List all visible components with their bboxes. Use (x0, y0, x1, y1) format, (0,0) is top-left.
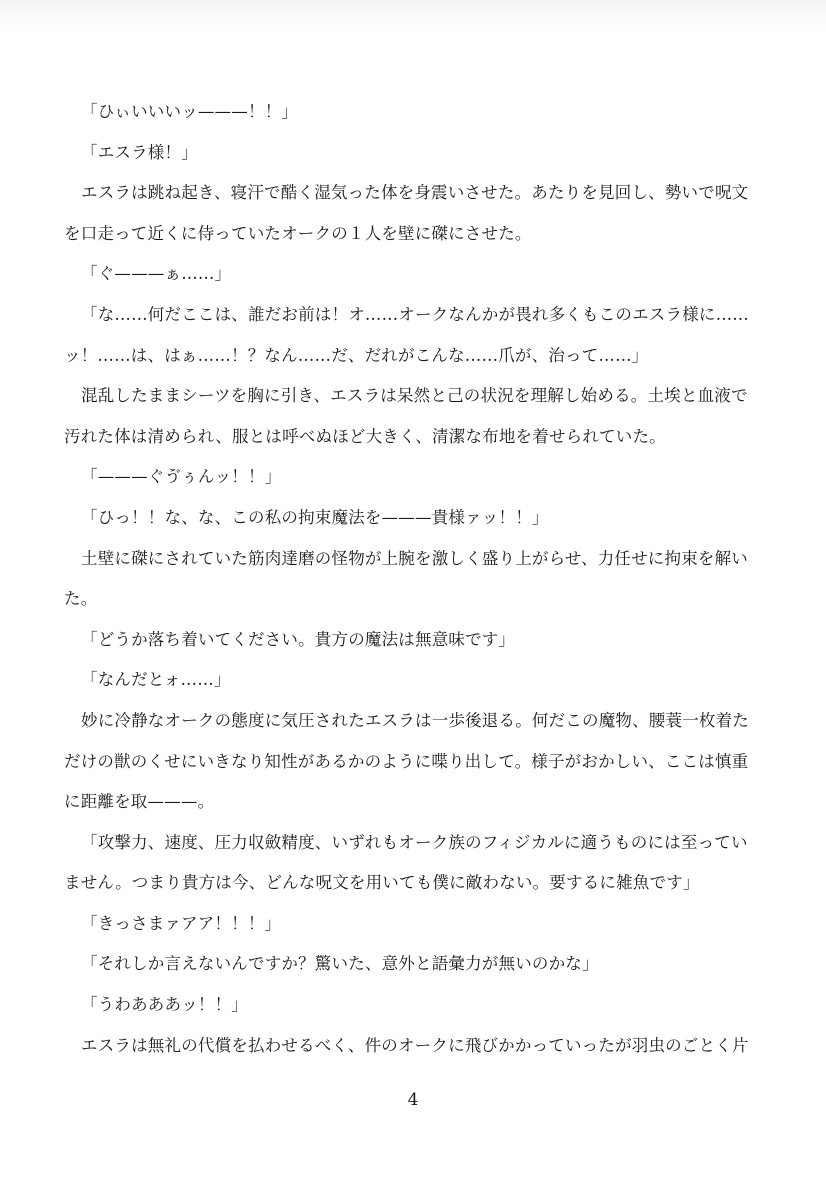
dialogue-line: 「な……何だここは、誰だお前は！オ……オークなんかが畏れ多くもこのエスラ様に…… (81, 304, 749, 324)
dialogue-line: 「エスラ様！」 (81, 142, 198, 162)
dialogue-line: 「攻撃力、速度、圧力収斂精度、いずれもオーク族のフィジカルに適うものには至ってい (81, 832, 748, 852)
narration-line: エスラは跳ね起き、寝汗で酷く湿気った体を身震いさせた。あたりを見回し、勢いで呪文 (81, 183, 749, 203)
dialogue-line: ッ！……は、はぁ……！？なん……だ、だれがこんな……爪が、治って……」 (64, 345, 649, 365)
dialogue-line: 「きっさまァアア！！！」 (81, 913, 282, 933)
narration-line: 土壁に磔にされていた筋肉達磨の怪物が上腕を激しく盛り上がらせ、力任せに拘束を解い (81, 548, 749, 568)
dialogue-line: 「ぐ———ぁ……」 (81, 264, 232, 284)
dialogue-line: 「それしか言えないんですか？驚いた、意外と語彙力が無いのかな」 (81, 954, 599, 974)
dialogue-line: 「ひっ！！な、な、この私の拘束魔法を———貴様ァッ！！」 (81, 507, 549, 527)
dialogue-line: 「ひぃいいいッ———！！」 (81, 102, 299, 121)
dialogue-line: ません。つまり貴方は今、どんな呪文を用いても僕に敵わない。要するに雑魚です」 (64, 873, 700, 893)
dialogue-line: 「———ぐゔぅんッ！！」 (81, 467, 282, 487)
dialogue-line: 「うわあああッ！！」 (81, 995, 248, 1015)
narration-line: 妙に冷静なオークの態度に気圧されたエスラは一歩後退る。何だこの魔物、腰蓑一枚着た (81, 710, 749, 730)
page-number: 4 (407, 1090, 419, 1110)
narration-line: 混乱したままシーツを胸に引き、エスラは呆然と己の状況を理解し始める。土埃と血液で (81, 386, 748, 406)
narration-line: た。 (64, 589, 98, 609)
dialogue-line: 「なんだとォ……」 (81, 670, 231, 690)
narration-line: 汚れた体は清められ、服とは呼べぬほど大きく、清潔な布地を着せられていた。 (64, 426, 666, 446)
body-text (64, 92, 764, 1066)
narration-line: を口走って近くに侍っていたオークの１人を壁に磔にさせた。 (64, 223, 532, 243)
narration-line: だけの獣のくせにいきなり知性があるかのように喋り出して。様子がおかしい、ここは慎重 (64, 751, 749, 771)
narration-line: に距離を取———。 (64, 792, 215, 812)
dialogue-line: 「どうか落ち着いてください。貴方の魔法は無意味です」 (81, 629, 516, 649)
narration-line: エスラは無礼の代償を払わせるべく、件のオークに飛びかかっていったが羽虫のごとく片 (81, 1035, 749, 1055)
